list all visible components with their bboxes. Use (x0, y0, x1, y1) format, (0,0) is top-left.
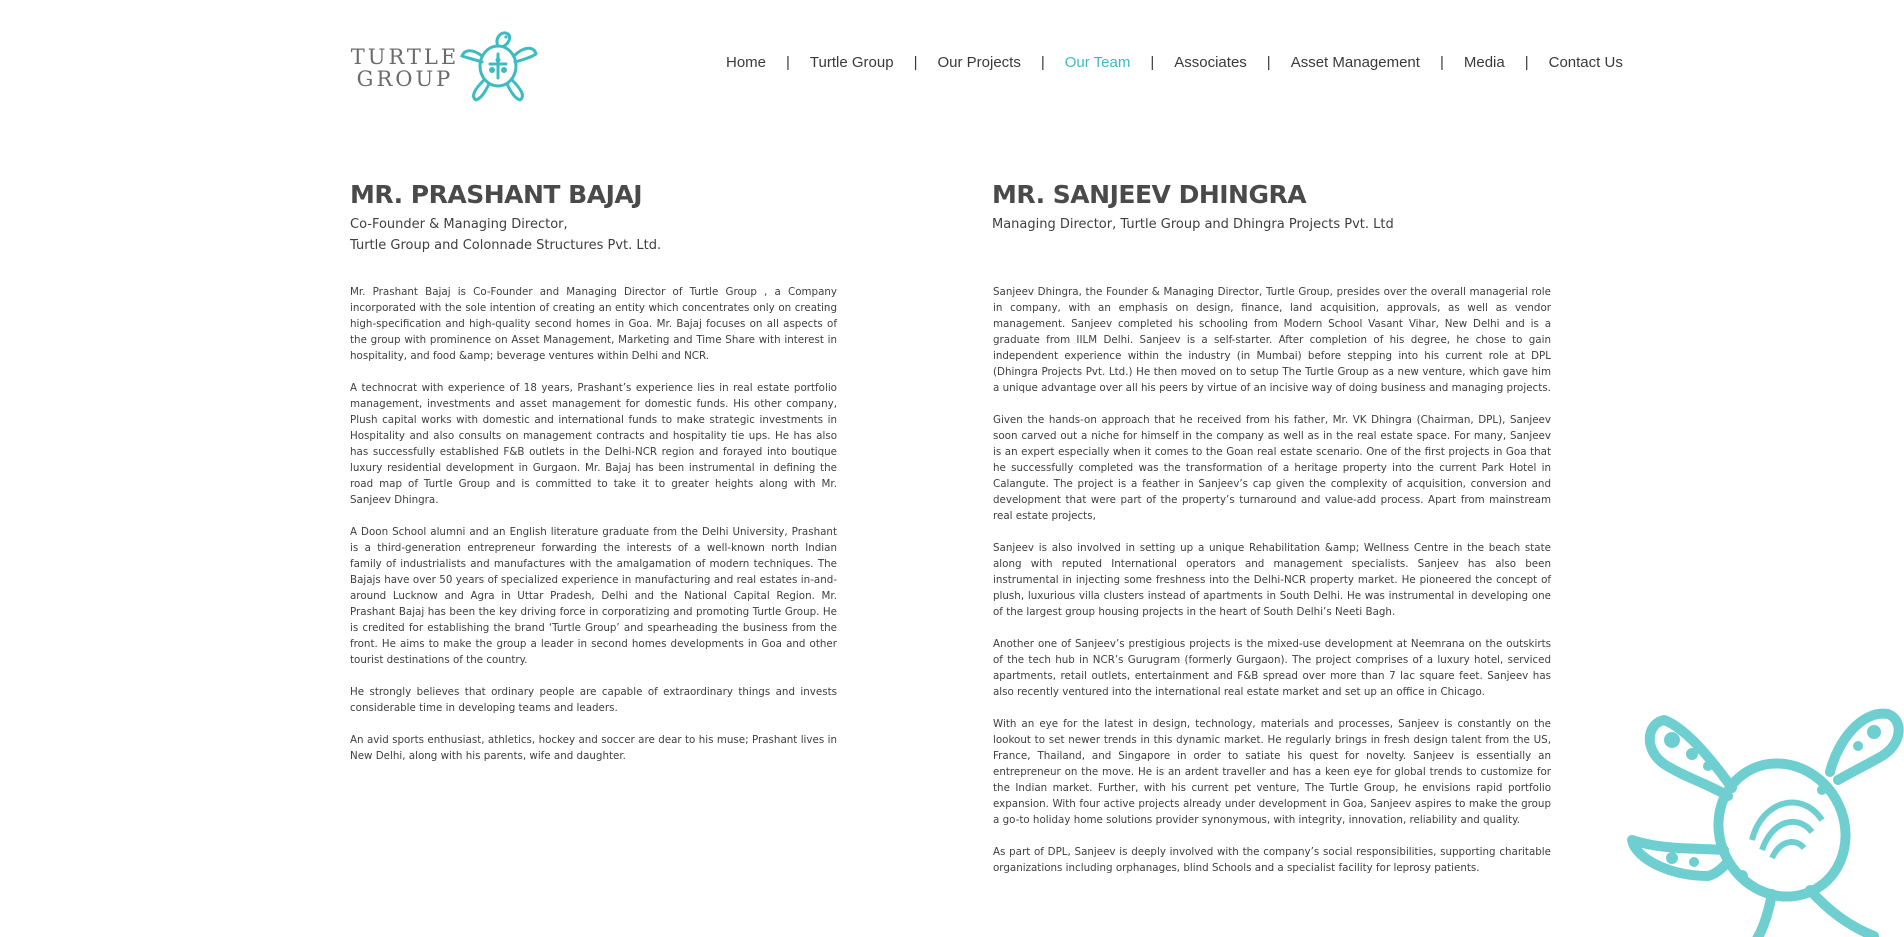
nav-separator: | (1439, 54, 1444, 71)
bio-paragraph: An avid sports enthusiast, athletics, hockey and soccer are dear to his muse; Prashant lives in New Delhi, along with his parents, wife and daughter. (350, 734, 837, 762)
profile-heading-sanjeev (992, 178, 1552, 235)
nav-separator: | (786, 54, 790, 71)
nav-turtle-group[interactable]: Turtle Group (809, 54, 894, 71)
profile-heading-prashant (350, 178, 837, 256)
bio-paragraph: A Doon School alumni and an English literature graduate from the Delhi University, Prashant is a third-generation entrepreneur forwarding the interests of a well-known north Indian family of industrialists and manufactures with the amalgamation of modern techniques. The Bajajs have over 50 years of specialized experience in manufacturing and real estates in-and- around Lucknow and Agra in Uttar Pradesh, Delhi and the National Capital Region. Mr. Prashant Bajaj has been the key driving force in corporatizing and promoting Turtle Group. He is credited for establishing the brand ‘Turtle Group’ and spearheading the business from the front. He aims to make the group a leader in second homes developments in Goa and other tourist destinations of the country. (350, 526, 837, 666)
nav-separator: | (1524, 54, 1529, 71)
bio-paragraph: A technocrat with experience of 18 years, Prashant’s experience lies in real estate portfolio management, investments and asset management for domestic funds. His other company, Plush capital works with domestic and international funds to make strategic investments in Hospitality and also consults on management contracts and hospitality tie ups. He has also has successfully established F&B outlets in the Delhi-NCR region and forayed into boutique luxury residential development in Gurgaon. Mr. Bajaj has been instrumental in defining the road map of Turtle Group and is committed to take it to greater heights along with Mr. Sanjeev Dhingra. (350, 382, 837, 506)
logo-wordmark (350, 46, 460, 90)
bio-paragraph: Sanjeev is also involved in setting up a unique Rehabilitation &amp; Wellness Centre in the beach state along with reputed International operators and management specialists. Sanjeev has also been instrumental in injecting some freshness into the Delhi-NCR property market. He pioneered the concept of plush, luxurious villa clusters instead of apartments in South Delhi. He was instrumental in developing one of the largest group housing projects in the heart of South Delhi’s Neeti Bagh. (993, 542, 1551, 618)
logo-line-2: GROUP (356, 67, 454, 91)
nav-our-projects[interactable]: Our Projects (937, 54, 1021, 71)
person-role-line: Managing Director, Turtle Group and Dhingra Projects Pvt. Ltd (992, 217, 1394, 232)
bio-paragraph: Another one of Sanjeev’s prestigious projects is the mixed-use development at Neemrana on the outskirts of the tech hub in NCR’s Gurugram (formerly Gurgaon). The project comprises of a luxury hotel, serviced apartments, retail outlets, entertainment and F&B spread over more than 7 lac square feet. Sanjeev has also recently ventured into the international real estate market and set up an office in Chicago. (993, 638, 1551, 698)
nav-our-team[interactable]: Our Team (1064, 54, 1131, 71)
person-name: MR. PRASHANT BAJAJ (350, 180, 643, 209)
bio-paragraph: Given the hands-on approach that he received from his father, Mr. VK Dhingra (Chairman, DPL), Sanjeev soon carved out a niche for himself in the company as well as in the real estate space. For many, Sanjeev is an expert especially when it comes to the Goan real estate scenario. One of the first projects in Goa that he successfully completed was the transformation of a heritage property into the current Park Hotel in Calangute. The project is a feather in Sanjeev’s cap given the complexity of acquisition, conversion and development that were part of the property’s turnaround and value-add process. Apart from mainstream real estate projects, (993, 414, 1551, 522)
person-name: MR. SANJEEV DHINGRA (992, 180, 1307, 209)
nav-associates[interactable]: Associates (1174, 54, 1247, 71)
person-role-line: Turtle Group and Colonnade Structures Pvt. Ltd. (350, 238, 662, 253)
nav-separator: | (1266, 54, 1271, 71)
turtle-group-logo[interactable] (350, 24, 540, 104)
logo-line-1: TURTLE (350, 45, 460, 69)
bio-prashant (350, 284, 837, 780)
bio-paragraph: With an eye for the latest in design, technology, materials and processes, Sanjeev is constantly on the lookout to set newer trends in this dynamic market. He regularly brings in fresh design talent from the US, France, Thailand, and Singapore in order to satiate his quest for novelty. Sanjeev is essentially an entrepreneur on the move. He is an ardent traveller and has a keen eye for global trends to customize for the Indian market. Further, with his current pet venture, The Turtle Group, he envisions rapid portfolio expansion. With four active projects already under development in Goa, Sanjeev aspires to make the group a go-to holiday home solutions provider synonymous, with integrity, innovation, reliability and quality. (993, 718, 1551, 826)
decorative-turtle-icon (1612, 680, 1904, 937)
bio-paragraph: As part of DPL, Sanjeev is deeply involved with the company’s social responsibilities, supporting charitable organizations including orphanages, blind Schools and a specialist facility for leprosy patients. (993, 846, 1551, 874)
nav-asset-management[interactable]: Asset Management (1290, 54, 1420, 71)
person-role-line: Co-Founder & Managing Director, (350, 217, 568, 232)
bio-paragraph: He strongly believes that ordinary people are capable of extraordinary things and invests considerable time in developing teams and leaders. (350, 686, 837, 714)
nav-home[interactable]: Home (726, 54, 767, 71)
turtle-icon (454, 24, 540, 104)
nav-media[interactable]: Media (1463, 54, 1505, 71)
nav-separator: | (913, 54, 918, 71)
nav-separator: | (1040, 54, 1045, 71)
bio-sanjeev (993, 284, 1551, 892)
nav-contact-us[interactable]: Contact Us (1548, 54, 1623, 71)
bio-paragraph: Sanjeev Dhingra, the Founder & Managing Director, Turtle Group, presides over the overall managerial role in company, with an emphasis on design, finance, land acquisition, approvals, as well as vendor management. Sanjeev completed his schooling from Modern School Vasant Vihar, New Delhi and is a graduate from IILM Delhi. Sanjeev is a self-starter. After completion of his degree, he chose to gain independent experience within the industry (in Mumbai) before stepping into his current role at DPL (Dhingra Projects Pvt. Ltd.) He then moved on to setup The Turtle Group as a new venture, which gave him a unique advantage over all his peers by virtue of an incisive way of doing business and managing projects. (993, 286, 1551, 394)
bio-paragraph: Mr. Prashant Bajaj is Co-Founder and Managing Director of Turtle Group , a Company incorporated with the sole intention of creating an entity which concentrates only on creating high-specification and high-quality second homes in Goa. Mr. Bajaj focuses on all aspects of the group with prominence on Asset Management, Marketing and Time Share with interest in hospitality, and food &amp; beverage ventures within Delhi and NCR. (350, 286, 837, 362)
nav-separator: | (1150, 54, 1155, 71)
main-navigation (726, 54, 1623, 71)
